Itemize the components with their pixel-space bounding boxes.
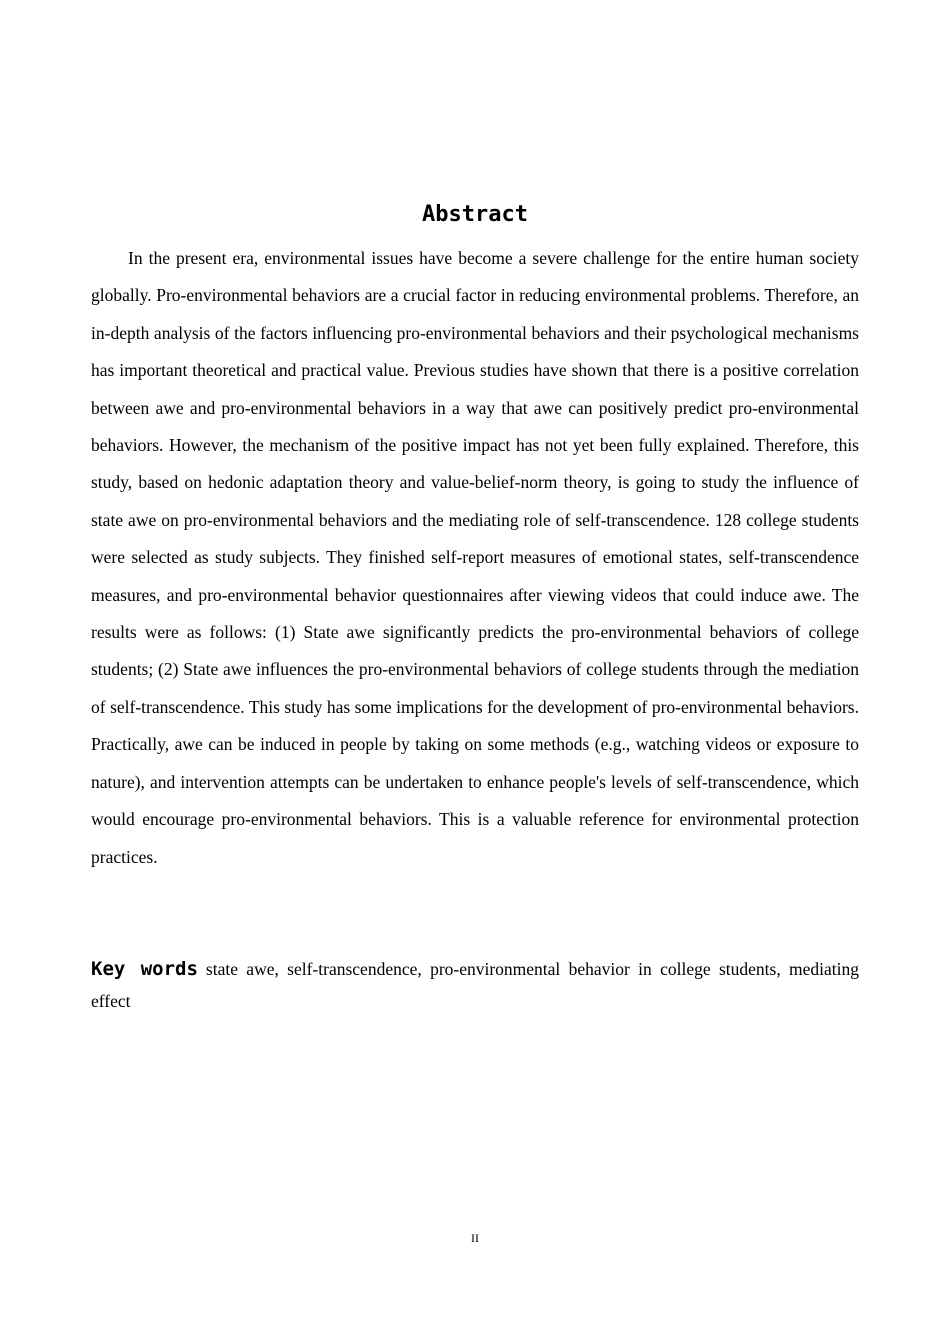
keywords-text: state awe, self-transcendence, pro-environmental behavior in college students, mediating effect — [91, 959, 859, 1011]
keywords-section — [91, 953, 859, 1017]
page-number: II — [471, 1231, 479, 1245]
abstract-title: Abstract — [422, 202, 528, 227]
keywords-label: Key words — [91, 958, 198, 980]
abstract-body: In the present era, environmental issues have become a severe challenge for the entire human society globally. Pro-environmental behaviors are a crucial factor in reducing environmental problems. Therefore, an in-depth analysis of the factors influencing pro-environmental behaviors and their psychological mechanisms has important theoretical and practical value. Previous studies have shown that there is a positive correlation between awe and pro-environmental behaviors in a way that awe can positively predict pro-environmental behaviors. However, the mechanism of the positive impact has not yet been fully explained. Therefore, this study, based on hedonic adaptation theory and value-belief-norm theory, is going to study the influence of state awe on pro-environmental behaviors and the mediating role of self-transcendence. 128 college students were selected as study subjects. They finished self-report measures of emotional states, self-transcendence measures, and pro-environmental behavior questionnaires after viewing videos that could induce awe. The results were as follows: (1) State awe significantly predicts the pro-environmental behaviors of college students; (2) State awe influences the pro-environmental behaviors of college students through the mediation of self-transcendence. This study has some implications for the development of pro-environmental behaviors. Practically, awe can be induced in people by taking on some methods (e.g., watching videos or exposure to nature), and intervention attempts can be undertaken to enhance people's levels of self-transcendence, which would encourage pro-environmental behaviors. This is a valuable reference for environmental protection practices. — [91, 248, 859, 867]
